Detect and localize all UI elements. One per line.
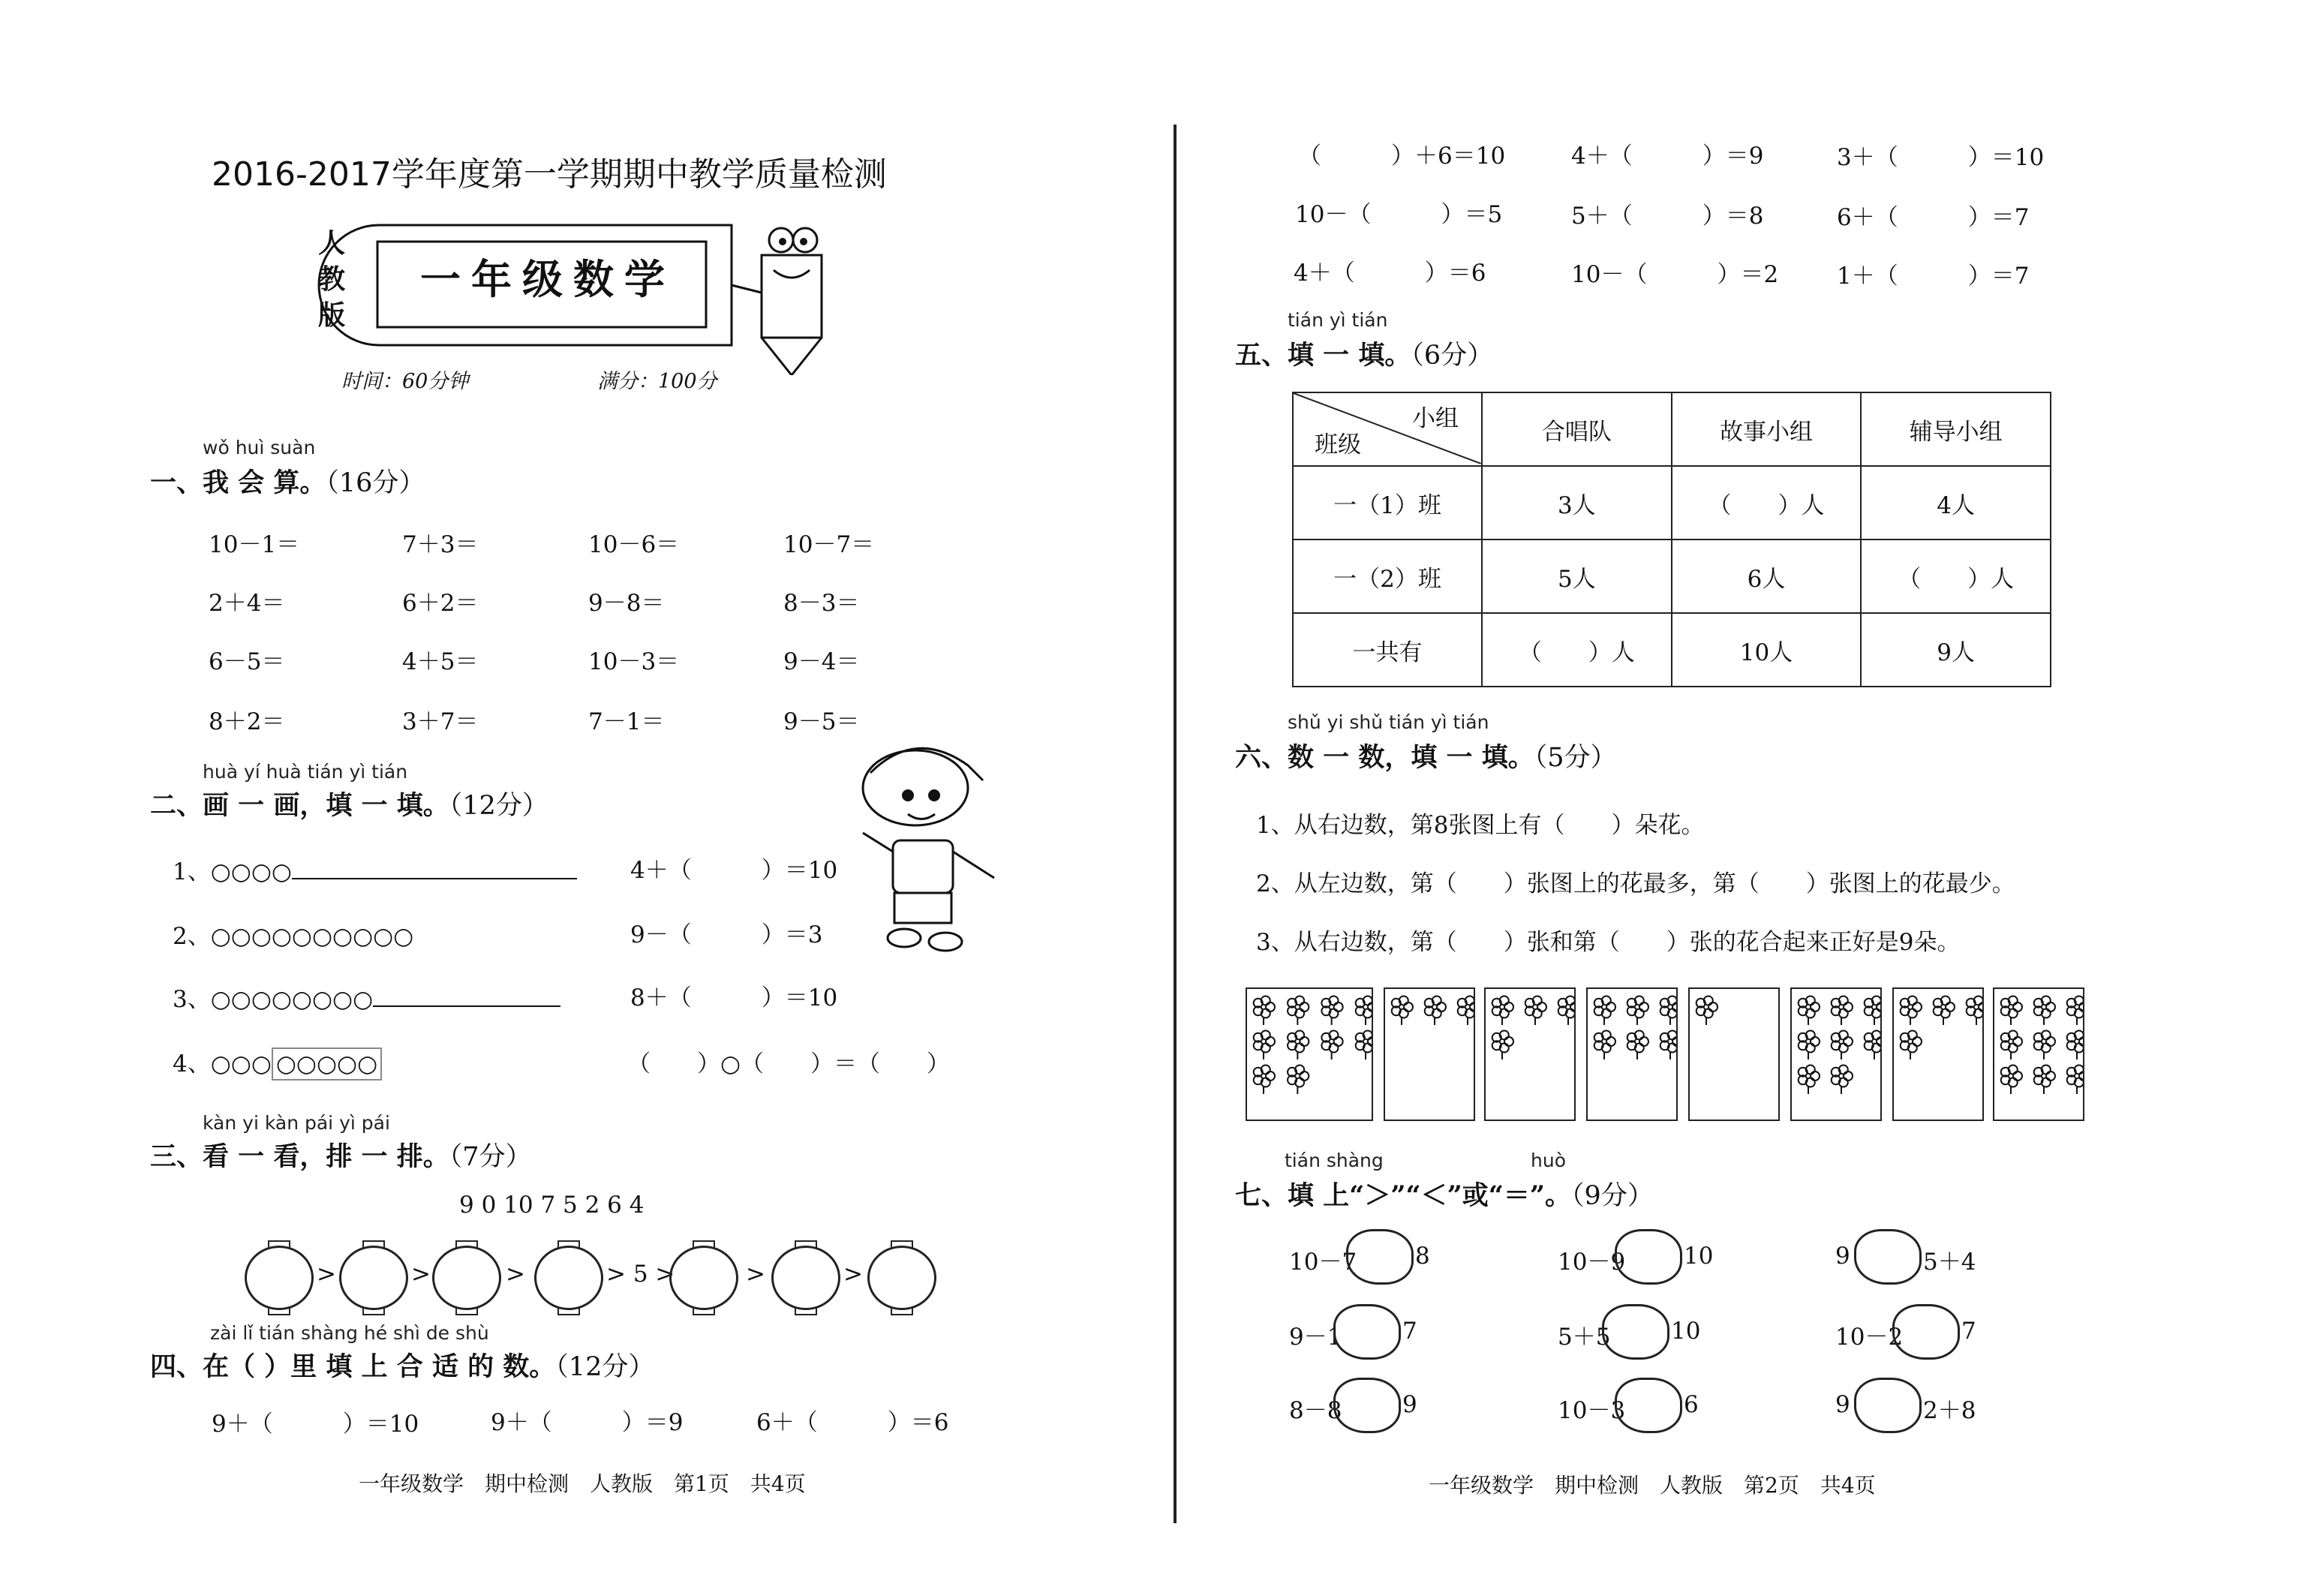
- answer-cloud[interactable]: [1346, 1229, 1414, 1285]
- compare-left: 9: [1835, 1243, 1850, 1270]
- flower-icon: [1356, 996, 1372, 1025]
- flower-card: [1586, 987, 1678, 1121]
- sec5-pinyin: tián yì tián: [1288, 309, 1388, 331]
- sec2-item-4: 4、○○○ ○○○○○: [173, 1044, 382, 1078]
- lantern-2[interactable]: [339, 1246, 408, 1310]
- sec2-heading: 二、画 一 画，填 一 填。（12分）: [150, 790, 548, 821]
- compare-right: 5＋4: [1923, 1249, 1976, 1276]
- compare-left: 10－2: [1835, 1324, 1904, 1351]
- sec4-r3-c1[interactable]: 4＋（ ）＝6: [1294, 260, 1486, 287]
- flower-icon: [1254, 996, 1275, 1025]
- flower-card: [1790, 987, 1882, 1121]
- flower-icon: [1901, 996, 1922, 1025]
- footer-right: 一年级数学 期中检测 人教版 第2页 共4页: [1429, 1473, 1876, 1498]
- sec6-line-1[interactable]: 1、从右边数，第8张图上有（ ）朵花。: [1256, 812, 1705, 839]
- flower-icon: [2001, 1065, 2022, 1094]
- compare-left: 10－9: [1558, 1249, 1626, 1276]
- flower-icon: [1392, 996, 1413, 1025]
- sign-1: >: [317, 1261, 336, 1288]
- edition-label: 人教版: [317, 227, 345, 331]
- table-row: [1293, 540, 2051, 613]
- time-label: 时间：60分钟: [341, 370, 469, 393]
- flower-icon: [1901, 1030, 1922, 1059]
- compare-left: 5＋5: [1558, 1324, 1611, 1351]
- sec7-pinyin-a: tián shàng: [1285, 1150, 1384, 1171]
- sign-5: >: [746, 1261, 765, 1288]
- lantern-7[interactable]: [867, 1246, 936, 1310]
- sec4-r3-c3[interactable]: 1＋（ ）＝7: [1837, 263, 2030, 290]
- sec2-item-1: 1、○○○○: [173, 852, 577, 886]
- flower-card: [1246, 987, 1373, 1121]
- flower-icon: [1799, 1065, 1820, 1094]
- flower-icon: [1321, 1030, 1342, 1059]
- flower-icon: [2034, 1030, 2055, 1059]
- sec1-heading: 一、我 会 算。（16分）: [150, 467, 425, 498]
- sec4-left-1[interactable]: 9＋（ ）＝10: [212, 1411, 419, 1438]
- flower-card: [1993, 987, 2084, 1121]
- sec2-eq-3[interactable]: 8＋（ ）＝10: [630, 984, 838, 1011]
- sec5-table: [1292, 392, 2051, 687]
- compare-right: 10: [1684, 1243, 1714, 1270]
- sec4-left-3[interactable]: 6＋（ ）＝6: [756, 1409, 949, 1436]
- calc-problem[interactable]: 7＋3＝: [402, 531, 479, 558]
- calc-problem[interactable]: 6－5＝: [209, 648, 285, 675]
- sec4-r1-c3[interactable]: 3＋（ ）＝10: [1837, 144, 2045, 171]
- flower-icon: [1934, 996, 1955, 1025]
- sec2-eq-1[interactable]: 4＋（ ）＝10: [630, 857, 838, 884]
- flower-icon: [1799, 1030, 1820, 1059]
- sec4-left-2[interactable]: 9＋（ ）＝9: [491, 1409, 684, 1436]
- sec2-eq-2[interactable]: 9－（ ）＝3: [630, 921, 823, 948]
- sec4-r1-c2[interactable]: 4＋（ ）＝9: [1571, 143, 1764, 170]
- answer-cloud[interactable]: [1854, 1378, 1922, 1433]
- sec3-numbers: 9 0 10 7 5 2 6 4: [459, 1192, 645, 1219]
- column-header-1: 合唱队: [1482, 392, 1672, 466]
- compare-right: 2＋8: [1923, 1397, 1976, 1424]
- compare-left: 8－8: [1289, 1397, 1342, 1424]
- flower-icon: [1558, 996, 1574, 1025]
- flower-card: [1484, 987, 1576, 1121]
- calc-problem[interactable]: 3＋7＝: [402, 708, 479, 735]
- flower-card: [1384, 987, 1475, 1121]
- compare-left: 9－1: [1289, 1324, 1342, 1351]
- exam-title: 2016-2017学年度第一学期期中教学质量检测: [212, 155, 887, 194]
- lantern-5[interactable]: [669, 1246, 738, 1310]
- flower-icon: [1594, 996, 1615, 1025]
- flower-icon: [2034, 996, 2055, 1025]
- table-cell: 6人: [1672, 540, 1862, 613]
- flower-icon: [1288, 996, 1309, 1025]
- footer-left: 一年级数学 期中检测 人教版 第1页 共4页: [359, 1471, 806, 1496]
- table-row: [1293, 466, 2051, 540]
- sec4-pinyin: zài lǐ tián shàng hé shì de shù: [210, 1322, 489, 1344]
- flower-icon: [1458, 996, 1474, 1025]
- compare-right: 7: [1402, 1318, 1417, 1345]
- flower-icon: [1696, 996, 1717, 1025]
- table-cell: 3人: [1482, 466, 1672, 540]
- sec3-pinyin: kàn yi kàn pái yì pái: [203, 1112, 390, 1134]
- sec7-heading: 七、填 上“＞”“＜”或“＝”。（9分）: [1235, 1180, 1654, 1211]
- table-cell: 9人: [1861, 613, 2051, 687]
- table-cell-blank[interactable]: （ ）人: [1482, 613, 1672, 687]
- flower-icon: [2067, 996, 2083, 1025]
- table-cell: 5人: [1482, 540, 1672, 613]
- flower-icon: [2034, 1065, 2055, 1094]
- compare-left: 10－7: [1289, 1249, 1357, 1276]
- flower-icon: [1356, 1030, 1372, 1059]
- flower-card: [1688, 987, 1780, 1121]
- calc-problem[interactable]: 9－5＝: [783, 708, 860, 735]
- row-label: 一（1）班: [1293, 466, 1482, 540]
- calc-problem[interactable]: 10－6＝: [588, 531, 680, 558]
- flower-icon: [1425, 996, 1446, 1025]
- calc-problem[interactable]: 7－1＝: [588, 708, 665, 735]
- compare-right: 7: [1961, 1318, 1976, 1345]
- calc-problem[interactable]: 9－4＝: [783, 648, 860, 675]
- answer-cloud[interactable]: [1602, 1304, 1669, 1360]
- boy-mascot-icon: [840, 735, 1013, 960]
- flower-icon: [1594, 1030, 1615, 1059]
- sec2-pinyin: huà yí huà tián yì tián: [203, 761, 408, 783]
- flower-icon: [1832, 996, 1853, 1025]
- flower-icon: [1627, 1030, 1648, 1059]
- column-header-3: 辅导小组: [1861, 392, 2051, 466]
- compare-right: 8: [1415, 1243, 1430, 1270]
- pencil-mascot-icon: [732, 228, 822, 375]
- flower-icon: [2067, 1030, 2083, 1059]
- flower-icon: [1254, 1030, 1275, 1059]
- compare-right: 10: [1671, 1318, 1701, 1345]
- flower-icon: [1525, 996, 1546, 1025]
- sec4-r1-c1[interactable]: （ ）＋6＝10: [1298, 143, 1506, 170]
- flower-icon: [1799, 996, 1820, 1025]
- sign-3: >: [506, 1261, 525, 1288]
- flower-icon: [1627, 996, 1648, 1025]
- answer-cloud[interactable]: [1892, 1304, 1960, 1360]
- flower-icon: [1660, 996, 1676, 1025]
- flower-icon: [1492, 996, 1513, 1025]
- table-cell-blank[interactable]: （ ）人: [1861, 540, 2051, 613]
- sign-6: >: [843, 1261, 863, 1288]
- calc-problem[interactable]: 4＋5＝: [402, 648, 479, 675]
- row-label: 一（2）班: [1293, 540, 1482, 613]
- flower-icon: [1288, 1030, 1309, 1059]
- page-divider: [1174, 125, 1177, 1523]
- sec2-eq-4[interactable]: （ ）○（ ）＝（ ）: [627, 1050, 951, 1078]
- flower-icon: [2001, 996, 2022, 1025]
- answer-cloud[interactable]: [1333, 1378, 1401, 1433]
- sign-4: > 5 >: [606, 1261, 675, 1288]
- answer-cloud[interactable]: [1854, 1229, 1922, 1285]
- calc-problem[interactable]: 8－3＝: [783, 590, 860, 617]
- sec2-item-2: 2、○○○○○○○○○○: [173, 923, 414, 950]
- sec5-heading: 五、填 一 填。（6分）: [1235, 340, 1494, 371]
- calc-problem[interactable]: 10－7＝: [783, 531, 875, 558]
- sec6-heading: 六、数 一 数，填 一 填。（5分）: [1235, 742, 1617, 773]
- sec4-heading: 四、在（ ）里 填 上 合 适 的 数。（12分）: [150, 1351, 655, 1382]
- sec4-r3-c2[interactable]: 10－（ ）＝2: [1571, 261, 1779, 288]
- table-row: [1293, 613, 2051, 687]
- answer-cloud[interactable]: [1615, 1378, 1682, 1433]
- flower-icon: [1832, 1065, 1853, 1094]
- sec7-pinyin-b: huò: [1531, 1150, 1566, 1171]
- lantern-6[interactable]: [771, 1246, 840, 1310]
- sign-2: >: [411, 1261, 431, 1288]
- flower-icon: [1865, 1030, 1880, 1059]
- column-header-2: 故事小组: [1672, 392, 1862, 466]
- flower-icon: [1865, 996, 1880, 1025]
- flower-icon: [1967, 996, 1982, 1025]
- sec6-line-2[interactable]: 2、从左边数，第（ ）张图上的花最多，第（ ）张图上的花最少。: [1256, 870, 2015, 897]
- score-label: 满分：100分: [597, 370, 717, 393]
- calc-problem[interactable]: 10－1＝: [209, 531, 300, 558]
- calc-problem[interactable]: 9－8＝: [588, 590, 665, 617]
- compare-right: 6: [1684, 1391, 1699, 1418]
- flower-icon: [2067, 1065, 2083, 1094]
- sec3-heading: 三、看 一 看，排 一 排。（7分）: [150, 1141, 532, 1172]
- sec2-item-3: 3、○○○○○○○○: [173, 980, 560, 1014]
- flower-icon: [1660, 1030, 1676, 1059]
- compare-left: 9: [1835, 1391, 1850, 1418]
- table-cell-blank[interactable]: （ ）人: [1672, 466, 1862, 540]
- lantern-1[interactable]: [245, 1246, 314, 1310]
- sec4-r2-c3[interactable]: 6＋（ ）＝7: [1837, 204, 2030, 231]
- flower-icon: [1832, 1030, 1853, 1059]
- sec1-pinyin: wǒ huì suàn: [203, 437, 316, 458]
- answer-cloud[interactable]: [1333, 1304, 1401, 1360]
- table-cell: 4人: [1861, 466, 2051, 540]
- calc-problem[interactable]: 2＋4＝: [209, 590, 285, 617]
- flower-icon: [2001, 1030, 2022, 1059]
- lantern-4[interactable]: [534, 1246, 603, 1310]
- flower-icon: [1492, 1030, 1513, 1059]
- row-label: 一共有: [1293, 613, 1482, 687]
- subject-title: 一年级数学: [420, 255, 675, 303]
- flower-card: [1892, 987, 1984, 1121]
- answer-cloud[interactable]: [1615, 1229, 1682, 1285]
- compare-right: 9: [1402, 1391, 1417, 1418]
- sec4-r2-c2[interactable]: 5＋（ ）＝8: [1571, 203, 1764, 230]
- calc-problem[interactable]: 8＋2＝: [209, 708, 285, 735]
- lantern-3[interactable]: [432, 1246, 501, 1310]
- calc-problem[interactable]: 6＋2＝: [402, 590, 479, 617]
- sec4-r2-c1[interactable]: 10－（ ）＝5: [1295, 201, 1503, 228]
- calc-problem[interactable]: 10－3＝: [588, 648, 680, 675]
- table-cell: 10人: [1672, 613, 1862, 687]
- flower-icon: [1254, 1065, 1275, 1094]
- table-corner: 小组 班级: [1293, 392, 1482, 466]
- compare-left: 10－3: [1558, 1397, 1626, 1424]
- flower-icon: [1288, 1065, 1309, 1094]
- flower-icon: [1321, 996, 1342, 1025]
- sec6-line-3[interactable]: 3、从右边数，第（ ）张和第（ ）张的花合起来正好是9朵。: [1256, 929, 1961, 956]
- sec6-pinyin: shǔ yi shǔ tián yì tián: [1288, 711, 1489, 733]
